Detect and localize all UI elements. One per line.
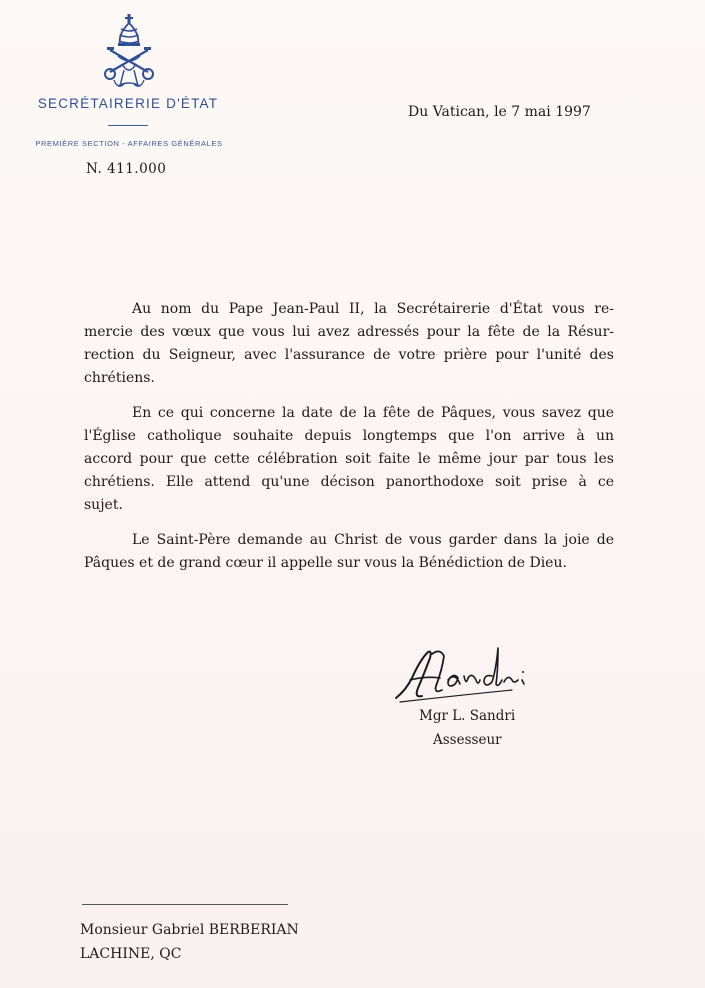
paper-fold <box>0 980 705 981</box>
body-line: accord pour que cette célébration soit faite le même jour par tous les <box>84 451 614 467</box>
body-line: Le Saint-Père demande au Christ de vous garder dans la joie de <box>132 532 614 548</box>
reference-number: N. 411.000 <box>86 161 167 177</box>
letter-body <box>84 298 614 587</box>
body-line: chrétiens. Elle attend qu'une décison panorthodoxe soit prise à ce <box>84 474 614 490</box>
address-divider <box>82 904 288 905</box>
handwritten-signature-icon <box>392 640 552 710</box>
body-line: chrétiens. <box>84 370 155 386</box>
letterhead-divider <box>108 125 148 126</box>
section-name: PREMIÈRE SECTION - AFFAIRES GÉNÉRALES <box>35 139 223 148</box>
signatory-title: Assesseur <box>433 732 502 748</box>
body-line: Au nom du Pape Jean-Paul II, la Secrétairerie d'État vous re- <box>132 301 614 317</box>
papal-coat-of-arms-icon <box>100 14 158 90</box>
paragraph-2 <box>84 402 614 517</box>
body-line: En ce qui concerne la date de la fête de Pâques, vous savez que <box>132 405 614 421</box>
place-date: Du Vatican, le 7 mai 1997 <box>408 104 591 120</box>
body-line: l'Église catholique souhaite depuis longtemps que l'on arrive à un <box>84 428 614 444</box>
office-name: SECRÉTAIRERIE D'ÉTAT <box>37 96 219 111</box>
recipient-name: Monsieur Gabriel BERBERIAN <box>80 922 299 938</box>
body-line: rection du Seigneur, avec l'assurance de votre prière pour l'unité des <box>84 347 614 363</box>
recipient-city: LACHINE, QC <box>80 946 182 962</box>
paragraph-3 <box>84 529 614 575</box>
paragraph-1 <box>84 298 614 390</box>
signatory-name: Mgr L. Sandri <box>419 708 516 724</box>
body-line: Pâques et de grand cœur il appelle sur vous la Bénédiction de Dieu. <box>84 555 567 571</box>
body-line: mercie des vœux que vous lui avez adressés pour la fête de la Résur- <box>84 324 614 340</box>
body-line: sujet. <box>84 497 123 513</box>
